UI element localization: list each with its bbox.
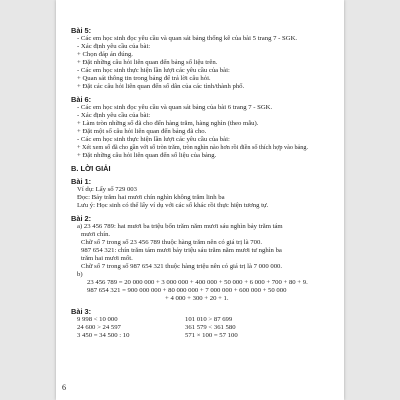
bai6-line: + Đặt một số câu hỏi liên quan đến bảng đã cho. bbox=[77, 128, 207, 135]
bai1-line: Đọc: Bảy trăm hai mươi chín nghìn không trăm linh ba bbox=[77, 194, 225, 201]
bai2-a-line: Chữ số 7 trong số 987 654 321 thuộc hàng triệu nên có giá trị là 7 000 000. bbox=[81, 263, 283, 270]
bai5-line: - Xác định yêu cầu của bài: bbox=[77, 43, 151, 50]
bai3-left-cell: 3 450 = 34 500 : 10 bbox=[77, 332, 130, 339]
bai5-line: + Chọn đáp án đúng. bbox=[77, 51, 133, 58]
bai6-line: - Các em học sinh đọc yêu cầu và quan sát bảng của bài 6 trang 7 - SGK. bbox=[77, 104, 273, 111]
bai3-right-cell: 361 579 < 361 580 bbox=[185, 324, 236, 331]
bai3-row bbox=[71, 324, 337, 332]
bai6-line: + Đặt những câu hỏi liên quan đến số liệu của bảng. bbox=[77, 152, 217, 159]
section-b-heading: B. LỜI GIẢI bbox=[71, 164, 111, 173]
bai5-line: + Quan sát thông tin trong bảng để trả lời câu hỏi. bbox=[77, 75, 211, 82]
bai5-line: + Đặt các câu hỏi liên quan đến số dân của các tỉnh/thành phố. bbox=[77, 83, 245, 90]
page-number: 6 bbox=[62, 383, 66, 392]
bai3-left-cell: 24 600 > 24 597 bbox=[77, 324, 121, 331]
bai2-b-line: 23 456 789 = 20 000 000 + 3 000 000 + 400 000 + 50 000 + 6 000 + 700 + 80 + 9. bbox=[87, 279, 308, 286]
bai5-heading: Bài 5: bbox=[71, 26, 92, 35]
bai2-b-line: 987 654 321 = 900 000 000 + 80 000 000 + 7 000 000 + 600 000 + 50 000 bbox=[87, 287, 287, 294]
page-content bbox=[71, 26, 337, 340]
bai2-heading: Bài 2: bbox=[71, 214, 92, 223]
bai6-heading: Bài 6: bbox=[71, 95, 92, 104]
bai3-row bbox=[71, 332, 337, 340]
bai3-left-cell: 9 998 < 10 000 bbox=[77, 316, 118, 323]
bai2-a-line: mươi chín. bbox=[81, 231, 111, 238]
bai3-row bbox=[71, 316, 337, 324]
bai1-heading: Bài 1: bbox=[71, 177, 92, 186]
bai2-b-label: b) bbox=[77, 271, 83, 278]
bai3-heading: Bài 3: bbox=[71, 307, 92, 316]
bai2-a-line: 987 654 321: chín trăm tám mươi bảy triệu sáu trăm năm mươi tư nghìn ba bbox=[81, 247, 282, 254]
bai6-line: - Xác định yêu cầu của bài: bbox=[77, 112, 151, 119]
bai6-line: + Xét xem số đã cho gần với số tròn trăm, tròn nghìn nào hơn rồi điền số thích hợp vào bảng. bbox=[77, 144, 309, 151]
bai2-a-line: Chữ số 7 trong số 23 456 789 thuộc hàng trăm nên có giá trị là 700. bbox=[81, 239, 263, 246]
bai3-right-cell: 571 × 100 = 57 100 bbox=[185, 332, 238, 339]
bai5-line: - Các em học sinh đọc yêu cầu và quan sát bảng thống kê của bài 5 trang 7 - SGK. bbox=[77, 35, 298, 42]
bai2-a-line: trăm hai mươi mốt. bbox=[81, 255, 133, 262]
bai1-line: Lưu ý: Học sinh có thể lấy ví dụ với các số khác rồi thực hiện tương tự. bbox=[77, 202, 269, 209]
bai6-line: - Các em học sinh thực hiện lần lượt các yêu cầu của bài: bbox=[77, 136, 230, 143]
bai5-line: + Đặt những câu hỏi liên quan đến bảng số liệu trên. bbox=[77, 59, 218, 66]
bai2-a-line: a) 23 456 789: hai mươi ba triệu bốn trăm năm mươi sáu nghìn bảy trăm tám bbox=[77, 223, 283, 230]
bai2-b-line: + 4 000 + 300 + 20 + 1. bbox=[165, 295, 229, 302]
bai3-right-cell: 101 010 > 87 699 bbox=[185, 316, 233, 323]
bai5-line: - Các em học sinh thực hiện lần lượt các yêu cầu của bài: bbox=[77, 67, 230, 74]
bai1-line: Ví dụ: Lấy số 729 003 bbox=[77, 186, 137, 193]
bai6-line: + Làm tròn những số đã cho đến hàng trăm, hàng nghìn (theo mẫu). bbox=[77, 120, 259, 127]
document-page bbox=[56, 0, 344, 400]
